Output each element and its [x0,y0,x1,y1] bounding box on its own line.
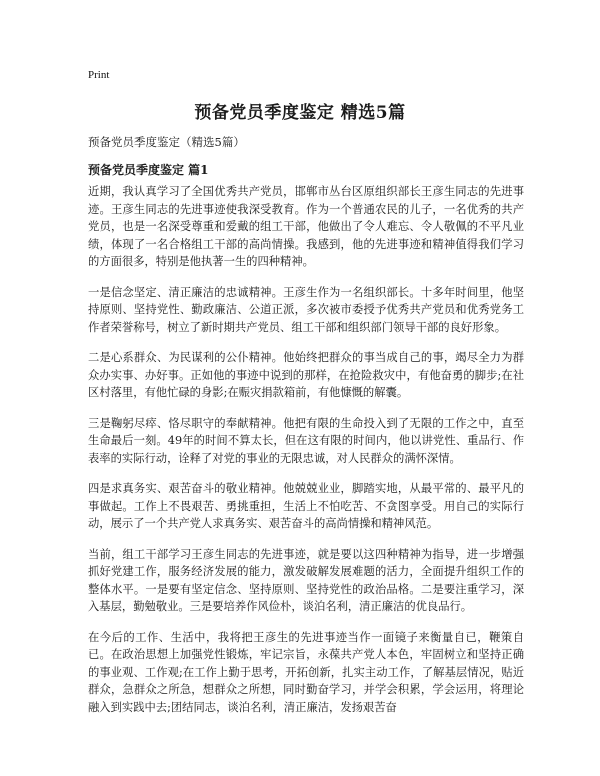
document-body [88,183,524,729]
paragraph: 二是心系群众、为民谋利的公仆精神。他始终把群众的事当成自己的事，竭尽全力为群众办实事、办好事。正如他的事迹中说到的那样，在抢险救灾中，有他奋勇的脚步;在社区村落里，有他忙碌的身影;在赈灾捐款箱前，有他慷慨的解囊。 [88,351,524,399]
print-link[interactable]: Print [88,69,110,81]
section-heading: 预备党员季度鉴定 篇1 [88,163,209,177]
paragraph: 四是求真务实、艰苦奋斗的敬业精神。他兢兢业业，脚踏实地，从最平常的、最平凡的事做起。工作上不畏艰苦、勇挑重担，生活上不怕吃苦、不贪图享受。用自己的实际行动，展示了一个共产党人求真务实、艰苦奋斗的高尚情操和精神风范。 [88,482,524,530]
paragraph: 在今后的工作、生活中，我将把王彦生的先进事迹当作一面镜子来衡量自已，鞭策自已。在政治思想上加强党性锻炼，牢记宗旨，永葆共产党人本色，牢固树立和坚持正确的事业观、工作观;在工作上勤于思考，开拓创新，扎实主动工作，了解基层情况，贴近群众，急群众之所急，想群众之所想，同时勤奋学习，并学会积累，学会运用，将理论融入到实践中去;团结同志，谈泊名利，清正廉洁，发扬艰苦奋 [88,630,524,714]
paragraph: 三是鞠躬尽瘁、恪尽职守的奉献精神。他把有限的生命投入到了无限的工作之中，直至生命最后一刻。49年的时间不算太长，但在这有限的时间内，他以讲党性、重品行、作表率的实际行动，诠释了对党的事业的无限忠诚，对人民群众的满怀深情。 [88,416,524,465]
paragraph: 一是信念坚定、清正廉洁的忠诚精神。王彦生作为一名组织部长。十多年时间里，他坚持原则、坚持党性、勤政廉洁、公道正派，多次被市委授予优秀共产党员和优秀党务工作者荣誉称号，树立了新时期共产党员、组工干部和组织部门领导干部的良好形象。 [88,285,524,334]
paragraph: 近期，我认真学习了全国优秀共产党员，邯郸市丛台区原组织部长王彦生同志的先进事迹。王彦生同志的先进事迹使我深受教育。作为一个普通农民的儿子，一名优秀的共产党员，也是一名深受尊重和爱戴的组工干部，他做出了令人难忘、令人敬佩的不平凡业绩，体现了一名合格组工干部的高尚情操。我感到，他的先进事迹和精神值得我们学习的方面很多，特别是他执著一生的四种精神。 [88,185,524,268]
paragraph: 当前，组工干部学习王彦生同志的先进事迹，就是要以这四种精神为指导，进一步增强抓好党建工作，服务经济发展的能力，激发破解发展难题的活力，全面提升组织工作的整体水平。一是要有坚定信念、坚持原则、坚持党性的政治品格。二是要注重学习，深入基层，勤勉敬业。三是要培养作风俭朴，谈泊名利，清正廉洁的优良品行。 [88,547,524,613]
document-subtitle: 预备党员季度鉴定（精选5篇） [88,135,245,149]
document-title: 预备党员季度鉴定 精选5篇 [194,103,406,123]
